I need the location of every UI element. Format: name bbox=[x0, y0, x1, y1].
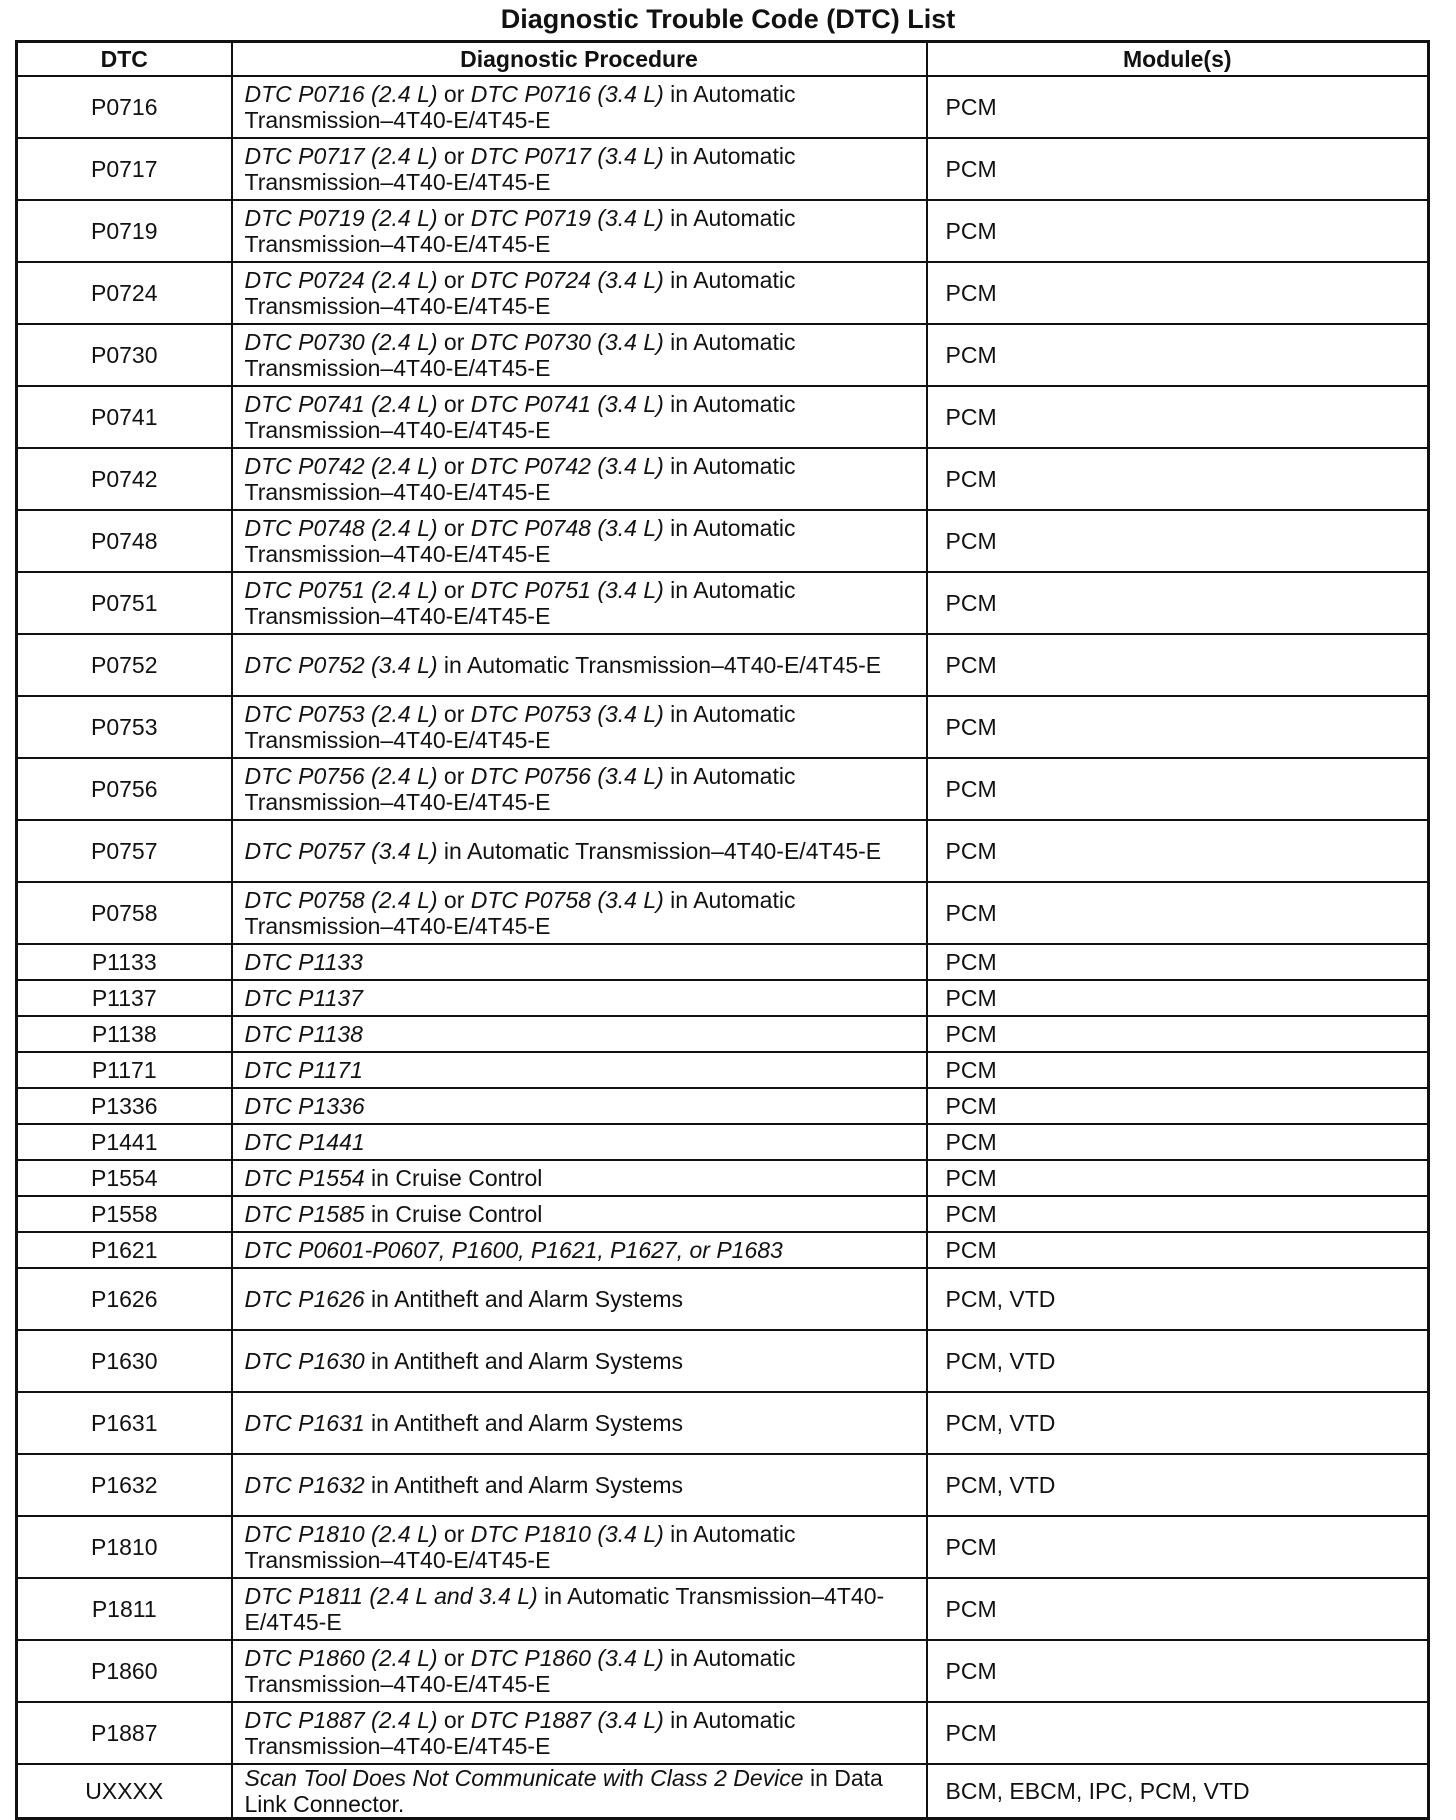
dtc-code-cell: P1621 bbox=[17, 1232, 232, 1268]
modules-cell: BCM, EBCM, IPC, PCM, VTD bbox=[927, 1764, 1429, 1819]
procedure-location: in Automatic Transmission–4T40-E/4T45-E bbox=[244, 701, 796, 753]
procedure-location: in Antitheft and Alarm Systems bbox=[364, 1410, 683, 1436]
dtc-table bbox=[15, 40, 1430, 1820]
table-row bbox=[17, 820, 1429, 882]
table-row bbox=[17, 1016, 1429, 1052]
procedure-reference: DTC P1554 bbox=[244, 1165, 365, 1191]
procedure-reference: DTC P1626 bbox=[244, 1286, 365, 1312]
procedure-cell bbox=[232, 1052, 927, 1088]
procedure-reference: DTC P0724 (2.4 L) bbox=[244, 267, 438, 293]
procedure-cell bbox=[232, 1232, 927, 1268]
procedure-cell bbox=[232, 1392, 927, 1454]
procedure-cell bbox=[232, 324, 927, 386]
modules-cell: PCM bbox=[927, 1016, 1429, 1052]
table-row bbox=[17, 138, 1429, 200]
procedure-location: in Automatic Transmission–4T40-E/4T45-E bbox=[244, 1521, 796, 1573]
procedure-cell bbox=[232, 1764, 927, 1819]
dtc-code-cell: P0724 bbox=[17, 262, 232, 324]
dtc-code-cell: P1630 bbox=[17, 1330, 232, 1392]
modules-cell: PCM bbox=[927, 1578, 1429, 1640]
procedure-reference-alt: DTC P1810 (3.4 L) bbox=[470, 1521, 664, 1547]
table-row bbox=[17, 1124, 1429, 1160]
procedure-location: in Automatic Transmission–4T40-E/4T45-E bbox=[244, 515, 796, 567]
procedure-conjunction: or bbox=[437, 763, 471, 789]
procedure-conjunction: or bbox=[437, 515, 471, 541]
table-row bbox=[17, 76, 1429, 138]
modules-cell: PCM bbox=[927, 1702, 1429, 1764]
dtc-code-cell: P0716 bbox=[17, 76, 232, 138]
procedure-reference-alt: DTC P0724 (3.4 L) bbox=[470, 267, 664, 293]
procedure-reference: DTC P1138 bbox=[244, 1021, 363, 1047]
table-row bbox=[17, 1454, 1429, 1516]
dtc-code-cell: P1138 bbox=[17, 1016, 232, 1052]
procedure-cell bbox=[232, 944, 927, 980]
dtc-code-cell: P1811 bbox=[17, 1578, 232, 1640]
procedure-location: in Automatic Transmission–4T40-E/4T45-E bbox=[244, 887, 796, 939]
procedure-cell bbox=[232, 758, 927, 820]
procedure-conjunction: or bbox=[437, 267, 471, 293]
modules-cell: PCM bbox=[927, 448, 1429, 510]
modules-cell: PCM bbox=[927, 634, 1429, 696]
procedure-location: in Antitheft and Alarm Systems bbox=[364, 1286, 683, 1312]
procedure-reference: DTC P0730 (2.4 L) bbox=[244, 329, 438, 355]
modules-cell: PCM bbox=[927, 262, 1429, 324]
dtc-code-cell: P1137 bbox=[17, 980, 232, 1016]
procedure-reference: DTC P1810 (2.4 L) bbox=[244, 1521, 438, 1547]
table-row bbox=[17, 1196, 1429, 1232]
modules-cell: PCM bbox=[927, 1124, 1429, 1160]
procedure-conjunction: or bbox=[437, 329, 471, 355]
procedure-reference: DTC P0757 (3.4 L) bbox=[244, 838, 438, 864]
procedure-cell bbox=[232, 200, 927, 262]
table-row bbox=[17, 200, 1429, 262]
procedure-reference: DTC P1630 bbox=[244, 1348, 365, 1374]
procedure-conjunction: or bbox=[437, 887, 471, 913]
procedure-location: in Automatic Transmission–4T40-E/4T45-E bbox=[244, 1707, 796, 1759]
dtc-code-cell: P0742 bbox=[17, 448, 232, 510]
dtc-code-cell: P1631 bbox=[17, 1392, 232, 1454]
modules-cell: PCM bbox=[927, 696, 1429, 758]
procedure-reference: DTC P1133 bbox=[244, 949, 363, 975]
procedure-reference: Scan Tool Does Not Communicate with Class 2 Device bbox=[244, 1765, 804, 1791]
procedure-reference: DTC P0752 (3.4 L) bbox=[244, 652, 438, 678]
dtc-code-cell: P0719 bbox=[17, 200, 232, 262]
dtc-code-cell: P0758 bbox=[17, 882, 232, 944]
dtc-code-cell: P0757 bbox=[17, 820, 232, 882]
column-header-modules: Module(s) bbox=[927, 42, 1429, 77]
procedure-reference: DTC P1632 bbox=[244, 1472, 365, 1498]
table-body bbox=[17, 76, 1429, 1819]
modules-cell: PCM bbox=[927, 510, 1429, 572]
procedure-reference: DTC P1336 bbox=[244, 1093, 365, 1119]
procedure-reference-alt: DTC P0716 (3.4 L) bbox=[470, 81, 664, 107]
table-row bbox=[17, 324, 1429, 386]
procedure-conjunction: or bbox=[437, 1645, 471, 1671]
procedure-reference: DTC P1585 bbox=[244, 1201, 365, 1227]
procedure-conjunction: or bbox=[437, 1707, 471, 1733]
procedure-reference: DTC P0601-P0607, P1600, P1621, P1627, or P1683 bbox=[244, 1237, 783, 1263]
table-row bbox=[17, 634, 1429, 696]
procedure-reference: DTC P0717 (2.4 L) bbox=[244, 143, 438, 169]
procedure-reference-alt: DTC P0756 (3.4 L) bbox=[470, 763, 664, 789]
table-row bbox=[17, 386, 1429, 448]
column-header-dtc: DTC bbox=[17, 42, 232, 77]
table-row bbox=[17, 1702, 1429, 1764]
modules-cell: PCM, VTD bbox=[927, 1330, 1429, 1392]
modules-cell: PCM bbox=[927, 572, 1429, 634]
procedure-cell bbox=[232, 882, 927, 944]
procedure-reference: DTC P0742 (2.4 L) bbox=[244, 453, 438, 479]
procedure-cell bbox=[232, 1640, 927, 1702]
table-row bbox=[17, 1160, 1429, 1196]
procedure-reference-alt: DTC P0753 (3.4 L) bbox=[470, 701, 664, 727]
table-row bbox=[17, 696, 1429, 758]
modules-cell: PCM bbox=[927, 1052, 1429, 1088]
table-row bbox=[17, 758, 1429, 820]
procedure-location: in Automatic Transmission–4T40-E/4T45-E bbox=[244, 577, 796, 629]
modules-cell: PCM bbox=[927, 944, 1429, 980]
dtc-code-cell: P0730 bbox=[17, 324, 232, 386]
procedure-cell bbox=[232, 1454, 927, 1516]
modules-cell: PCM bbox=[927, 980, 1429, 1016]
procedure-conjunction: or bbox=[437, 453, 471, 479]
procedure-cell bbox=[232, 634, 927, 696]
dtc-code-cell: P0756 bbox=[17, 758, 232, 820]
procedure-conjunction: or bbox=[437, 701, 471, 727]
modules-cell: PCM, VTD bbox=[927, 1392, 1429, 1454]
modules-cell: PCM bbox=[927, 1196, 1429, 1232]
procedure-location: in Automatic Transmission–4T40-E/4T45-E bbox=[244, 1583, 885, 1635]
procedure-cell bbox=[232, 696, 927, 758]
table-row bbox=[17, 1764, 1429, 1819]
modules-cell: PCM bbox=[927, 1160, 1429, 1196]
procedure-conjunction: or bbox=[437, 205, 471, 231]
procedure-reference: DTC P0716 (2.4 L) bbox=[244, 81, 438, 107]
table-row bbox=[17, 448, 1429, 510]
procedure-reference: DTC P0719 (2.4 L) bbox=[244, 205, 438, 231]
procedure-reference: DTC P1631 bbox=[244, 1410, 365, 1436]
procedure-reference: DTC P0753 (2.4 L) bbox=[244, 701, 438, 727]
dtc-code-cell: P1626 bbox=[17, 1268, 232, 1330]
procedure-location: in Automatic Transmission–4T40-E/4T45-E bbox=[437, 838, 882, 864]
dtc-code-cell: P0741 bbox=[17, 386, 232, 448]
procedure-location: in Cruise Control bbox=[364, 1165, 543, 1191]
procedure-conjunction: or bbox=[437, 577, 471, 603]
modules-cell: PCM bbox=[927, 1516, 1429, 1578]
modules-cell: PCM, VTD bbox=[927, 1268, 1429, 1330]
dtc-code-cell: P1558 bbox=[17, 1196, 232, 1232]
procedure-reference: DTC P0756 (2.4 L) bbox=[244, 763, 438, 789]
dtc-code-cell: P1554 bbox=[17, 1160, 232, 1196]
procedure-cell bbox=[232, 1160, 927, 1196]
procedure-reference: DTC P0748 (2.4 L) bbox=[244, 515, 438, 541]
procedure-reference-alt: DTC P0741 (3.4 L) bbox=[470, 391, 664, 417]
procedure-cell bbox=[232, 1330, 927, 1392]
table-row bbox=[17, 1640, 1429, 1702]
procedure-cell bbox=[232, 1088, 927, 1124]
procedure-location: in Automatic Transmission–4T40-E/4T45-E bbox=[244, 205, 796, 257]
procedure-location: in Data Link Connector. bbox=[244, 1765, 883, 1817]
column-header-procedure: Diagnostic Procedure bbox=[232, 42, 927, 77]
procedure-cell bbox=[232, 1268, 927, 1330]
procedure-cell bbox=[232, 386, 927, 448]
procedure-location: in Automatic Transmission–4T40-E/4T45-E bbox=[244, 143, 796, 195]
procedure-conjunction: or bbox=[437, 81, 471, 107]
dtc-code-cell: P1336 bbox=[17, 1088, 232, 1124]
procedure-location: in Cruise Control bbox=[364, 1201, 543, 1227]
procedure-cell bbox=[232, 76, 927, 138]
procedure-reference: DTC P1811 (2.4 L and 3.4 L) bbox=[244, 1583, 538, 1609]
procedure-cell bbox=[232, 138, 927, 200]
procedure-location: in Automatic Transmission–4T40-E/4T45-E bbox=[244, 1645, 796, 1697]
procedure-reference: DTC P1887 (2.4 L) bbox=[244, 1707, 438, 1733]
procedure-reference: DTC P1441 bbox=[244, 1129, 365, 1155]
dtc-code-cell: P1810 bbox=[17, 1516, 232, 1578]
procedure-cell bbox=[232, 510, 927, 572]
dtc-code-cell: P0752 bbox=[17, 634, 232, 696]
modules-cell: PCM, VTD bbox=[927, 1454, 1429, 1516]
dtc-code-cell: P1171 bbox=[17, 1052, 232, 1088]
procedure-reference-alt: DTC P0719 (3.4 L) bbox=[470, 205, 664, 231]
procedure-location: in Automatic Transmission–4T40-E/4T45-E bbox=[437, 652, 882, 678]
procedure-reference: DTC P1137 bbox=[244, 985, 363, 1011]
procedure-reference: DTC P1860 (2.4 L) bbox=[244, 1645, 438, 1671]
modules-cell: PCM bbox=[927, 324, 1429, 386]
table-row bbox=[17, 1330, 1429, 1392]
modules-cell: PCM bbox=[927, 76, 1429, 138]
procedure-conjunction: or bbox=[437, 1521, 471, 1547]
procedure-location: in Antitheft and Alarm Systems bbox=[364, 1348, 683, 1374]
table-row bbox=[17, 510, 1429, 572]
procedure-cell bbox=[232, 572, 927, 634]
procedure-reference-alt: DTC P1860 (3.4 L) bbox=[470, 1645, 664, 1671]
procedure-cell bbox=[232, 980, 927, 1016]
procedure-cell bbox=[232, 262, 927, 324]
dtc-code-cell: P1632 bbox=[17, 1454, 232, 1516]
procedure-conjunction: or bbox=[437, 391, 471, 417]
modules-cell: PCM bbox=[927, 200, 1429, 262]
procedure-location: in Automatic Transmission–4T40-E/4T45-E bbox=[244, 81, 796, 133]
modules-cell: PCM bbox=[927, 820, 1429, 882]
dtc-code-cell: P1860 bbox=[17, 1640, 232, 1702]
table-header-row bbox=[17, 42, 1429, 77]
table-row bbox=[17, 980, 1429, 1016]
procedure-location: in Automatic Transmission–4T40-E/4T45-E bbox=[244, 329, 796, 381]
table-row bbox=[17, 944, 1429, 980]
table-row bbox=[17, 1268, 1429, 1330]
procedure-cell bbox=[232, 1702, 927, 1764]
dtc-code-cell: UXXXX bbox=[17, 1764, 232, 1819]
modules-cell: PCM bbox=[927, 758, 1429, 820]
procedure-reference-alt: DTC P0751 (3.4 L) bbox=[470, 577, 664, 603]
procedure-conjunction: or bbox=[437, 143, 471, 169]
procedure-cell bbox=[232, 820, 927, 882]
table-row bbox=[17, 1052, 1429, 1088]
table-row bbox=[17, 1232, 1429, 1268]
dtc-code-cell: P1887 bbox=[17, 1702, 232, 1764]
procedure-reference-alt: DTC P0717 (3.4 L) bbox=[470, 143, 664, 169]
dtc-code-cell: P0717 bbox=[17, 138, 232, 200]
dtc-code-cell: P0751 bbox=[17, 572, 232, 634]
table-row bbox=[17, 882, 1429, 944]
modules-cell: PCM bbox=[927, 1232, 1429, 1268]
procedure-reference-alt: DTC P0758 (3.4 L) bbox=[470, 887, 664, 913]
procedure-location: in Automatic Transmission–4T40-E/4T45-E bbox=[244, 391, 796, 443]
dtc-code-cell: P1133 bbox=[17, 944, 232, 980]
procedure-cell bbox=[232, 1516, 927, 1578]
procedure-location: in Antitheft and Alarm Systems bbox=[364, 1472, 683, 1498]
table-row bbox=[17, 572, 1429, 634]
modules-cell: PCM bbox=[927, 882, 1429, 944]
procedure-reference: DTC P0741 (2.4 L) bbox=[244, 391, 438, 417]
procedure-reference: DTC P0751 (2.4 L) bbox=[244, 577, 438, 603]
procedure-location: in Automatic Transmission–4T40-E/4T45-E bbox=[244, 267, 796, 319]
procedure-reference-alt: DTC P1887 (3.4 L) bbox=[470, 1707, 664, 1733]
procedure-cell bbox=[232, 1016, 927, 1052]
table-row bbox=[17, 1516, 1429, 1578]
procedure-reference-alt: DTC P0742 (3.4 L) bbox=[470, 453, 664, 479]
table-row bbox=[17, 1578, 1429, 1640]
modules-cell: PCM bbox=[927, 1640, 1429, 1702]
procedure-reference-alt: DTC P0748 (3.4 L) bbox=[470, 515, 664, 541]
procedure-reference-alt: DTC P0730 (3.4 L) bbox=[470, 329, 664, 355]
dtc-code-cell: P1441 bbox=[17, 1124, 232, 1160]
procedure-cell bbox=[232, 1124, 927, 1160]
procedure-cell bbox=[232, 1196, 927, 1232]
modules-cell: PCM bbox=[927, 386, 1429, 448]
procedure-location: in Automatic Transmission–4T40-E/4T45-E bbox=[244, 763, 796, 815]
modules-cell: PCM bbox=[927, 138, 1429, 200]
procedure-cell bbox=[232, 1578, 927, 1640]
table-row bbox=[17, 262, 1429, 324]
modules-cell: PCM bbox=[927, 1088, 1429, 1124]
procedure-reference: DTC P1171 bbox=[244, 1057, 363, 1083]
dtc-code-cell: P0753 bbox=[17, 696, 232, 758]
page-title: Diagnostic Trouble Code (DTC) List bbox=[500, 4, 956, 34]
procedure-location: in Automatic Transmission–4T40-E/4T45-E bbox=[244, 453, 796, 505]
table-row bbox=[17, 1088, 1429, 1124]
table-row bbox=[17, 1392, 1429, 1454]
dtc-code-cell: P0748 bbox=[17, 510, 232, 572]
procedure-cell bbox=[232, 448, 927, 510]
procedure-reference: DTC P0758 (2.4 L) bbox=[244, 887, 438, 913]
